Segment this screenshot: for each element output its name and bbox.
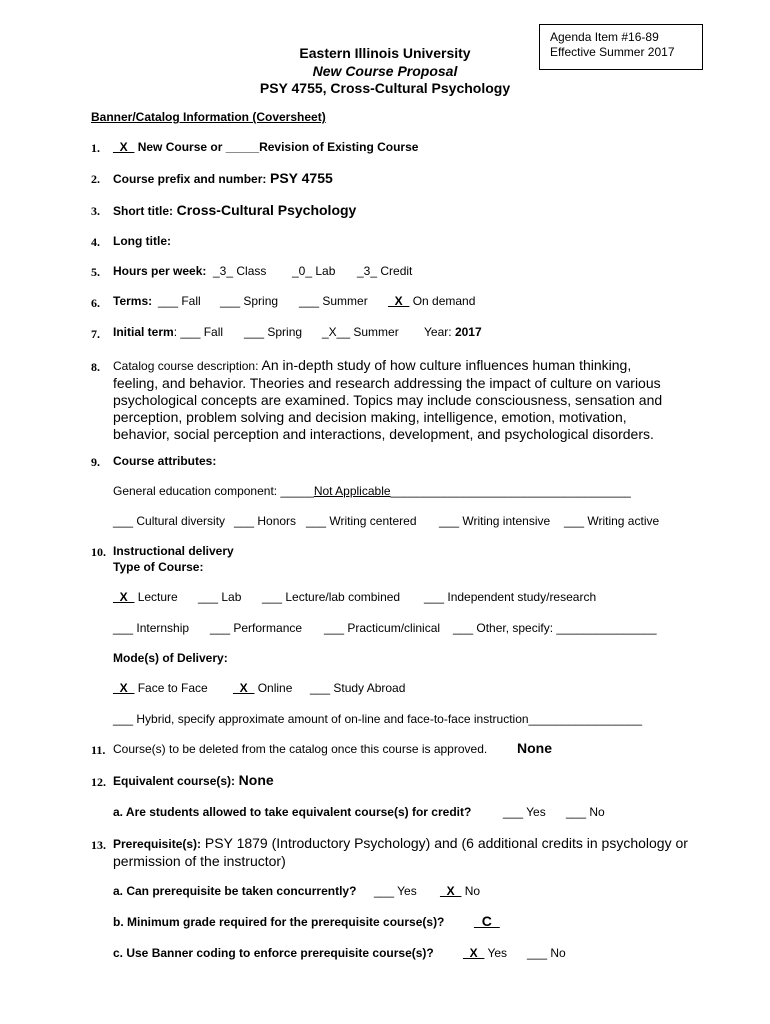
new-course-mark: _X_ [113, 140, 135, 154]
gen-ed-value: Not Applicable [313, 484, 391, 498]
concurrent-yes: ___ Yes [374, 884, 417, 898]
banner-coding-yes [463, 946, 507, 960]
course-title: PSY 4755, Cross-Cultural Psychology [259, 80, 511, 96]
new-course-text: New Course or _____Revision of Existing Course [134, 140, 419, 154]
item-number: 2. [91, 172, 100, 186]
type-lecture [113, 590, 178, 604]
lecture-mark: _X_ [113, 590, 135, 604]
item-number: 1. [91, 141, 100, 155]
item-number: 6. [91, 296, 100, 310]
hours-credit: _3_ Credit [357, 264, 413, 278]
banner-coding-yes-mark: _X_ [463, 946, 485, 960]
on-demand-text: On demand [409, 294, 476, 308]
mode-study-abroad: ___ Study Abroad [310, 681, 406, 695]
initial-term-fall: : ___ Fall [173, 325, 224, 339]
type-lab: ___ Lab [198, 590, 242, 604]
catalog-description-label: Catalog course description: [113, 359, 259, 373]
lecture-text: Lecture [134, 590, 178, 604]
instructional-delivery-label: Instructional delivery [113, 544, 234, 558]
attr-writing-intensive: ___ Writing intensive [439, 514, 551, 528]
prerequisites-label: Prerequisite(s): [113, 837, 202, 851]
mode-face-to-face [113, 681, 208, 695]
initial-term-summer: _X__ Summer [322, 325, 399, 339]
type-performance: ___ Performance [210, 621, 303, 635]
effective-term: Effective Summer 2017 [550, 45, 675, 59]
short-title-label: Short title: [113, 204, 173, 218]
item-number: 9. [91, 455, 100, 469]
banner-coding-question: c. Use Banner coding to enforce prerequisite course(s)? [113, 946, 434, 960]
gen-ed-blank: ____________________________________ [390, 484, 631, 498]
term-spring: ___ Spring [220, 294, 279, 308]
equivalent-credit-no: ___ No [566, 805, 605, 819]
initial-term-line [113, 325, 223, 339]
on-demand-mark: _X_ [388, 294, 410, 308]
item-number: 12. [91, 775, 106, 789]
face-to-face-text: Face to Face [134, 681, 208, 695]
deleted-courses-value: None [517, 740, 552, 756]
item-number: 11. [91, 743, 106, 757]
concurrent-question: a. Can prerequisite be taken concurrently? [113, 884, 357, 898]
prerequisites-text: PSY 1879 (Introductory Psychology) and (6 additional credits in psychology or permission of the instructor) [113, 835, 688, 869]
banner-coding-yes-text: Yes [484, 946, 508, 960]
equivalent-courses-line [113, 772, 274, 788]
hours-class: _3_ Class [213, 264, 267, 278]
agenda-number: Agenda Item #16-89 [550, 30, 659, 44]
proposal-title: New Course Proposal [312, 63, 458, 79]
item-number: 10. [91, 545, 106, 559]
short-title-line [113, 202, 356, 218]
section-title: Banner/Catalog Information (Coversheet) [91, 110, 326, 124]
course-prefix-label: Course prefix and number: [113, 172, 267, 186]
prerequisites [113, 835, 693, 870]
online-text: Online [254, 681, 293, 695]
mode-hybrid: ___ Hybrid, specify approximate amount of on-line and face-to-face instruction_________________ [113, 712, 643, 726]
initial-term-label: Initial term [113, 325, 174, 339]
attr-cultural-diversity: ___ Cultural diversity [113, 514, 226, 528]
mode-online [233, 681, 292, 695]
minimum-grade-question: b. Minimum grade required for the prerequisite course(s)? [113, 915, 445, 929]
item-number: 13. [91, 838, 106, 852]
mode-of-delivery-label: Mode(s) of Delivery: [113, 651, 228, 665]
course-prefix-value: PSY 4755 [269, 170, 333, 186]
university-name: Eastern Illinois University [299, 45, 471, 61]
type-other: ___ Other, specify: _______________ [453, 621, 657, 635]
catalog-description-text: An in-depth study of how culture influences human thinking, feeling, and behavior. Theories and research addressing the impact of culture on various psychological concepts are examined. Topics may include consciousness, sensation and perception, problem solving and decision making, intelligence, emotion, motivation, behavior, social perception and interactions, development, and psychological disorders. [113, 357, 663, 442]
attr-writing-centered: ___ Writing centered [306, 514, 417, 528]
banner-coding-no: ___ No [527, 946, 566, 960]
term-summer: ___ Summer [299, 294, 368, 308]
initial-term-spring: ___ Spring [244, 325, 303, 339]
concurrent-no-text: No [461, 884, 481, 898]
term-on-demand [388, 294, 475, 308]
item-number: 3. [91, 204, 100, 218]
attr-writing-active: ___ Writing active [564, 514, 660, 528]
item-number: 7. [91, 327, 100, 341]
type-independent-study: ___ Independent study/research [424, 590, 597, 604]
face-to-face-mark: _X_ [113, 681, 135, 695]
course-prefix-line [113, 170, 333, 186]
gen-ed-label: General education component: _____ [113, 484, 314, 498]
long-title-label: Long title: [113, 234, 171, 248]
concurrent-no [440, 884, 480, 898]
online-mark: _X_ [233, 681, 255, 695]
type-practicum: ___ Practicum/clinical [324, 621, 441, 635]
equivalent-credit-question: a. Are students allowed to take equivalent course(s) for credit? [113, 805, 472, 819]
item-number: 4. [91, 235, 100, 249]
hours-lab: _0_ Lab [292, 264, 336, 278]
hours-label: Hours per week: [113, 264, 207, 278]
item-number: 8. [91, 360, 100, 374]
attr-honors: ___ Honors [234, 514, 297, 528]
equivalent-courses-label: Equivalent course(s): [113, 774, 236, 788]
catalog-description [113, 357, 673, 443]
course-attributes-label: Course attributes: [113, 454, 217, 468]
concurrent-no-mark: _X_ [440, 884, 462, 898]
term-fall: ___ Fall [158, 294, 201, 308]
equivalent-credit-yes: ___ Yes [503, 805, 546, 819]
deleted-courses-text: Course(s) to be deleted from the catalog once this course is approved. [113, 742, 488, 756]
type-internship: ___ Internship [113, 621, 190, 635]
type-lecture-lab: ___ Lecture/lab combined [262, 590, 401, 604]
equivalent-courses-value: None [238, 772, 274, 788]
gen-ed-line [113, 484, 631, 498]
new-course-line [113, 140, 418, 154]
terms-label: Terms: [113, 294, 153, 308]
year-value: 2017 [454, 325, 482, 339]
item-number: 5. [91, 265, 100, 279]
initial-year [424, 325, 482, 339]
short-title-value: Cross-Cultural Psychology [176, 202, 357, 218]
year-label: Year: [424, 325, 452, 339]
minimum-grade-value: _C_ [474, 913, 500, 929]
type-of-course-label: Type of Course: [113, 560, 204, 574]
